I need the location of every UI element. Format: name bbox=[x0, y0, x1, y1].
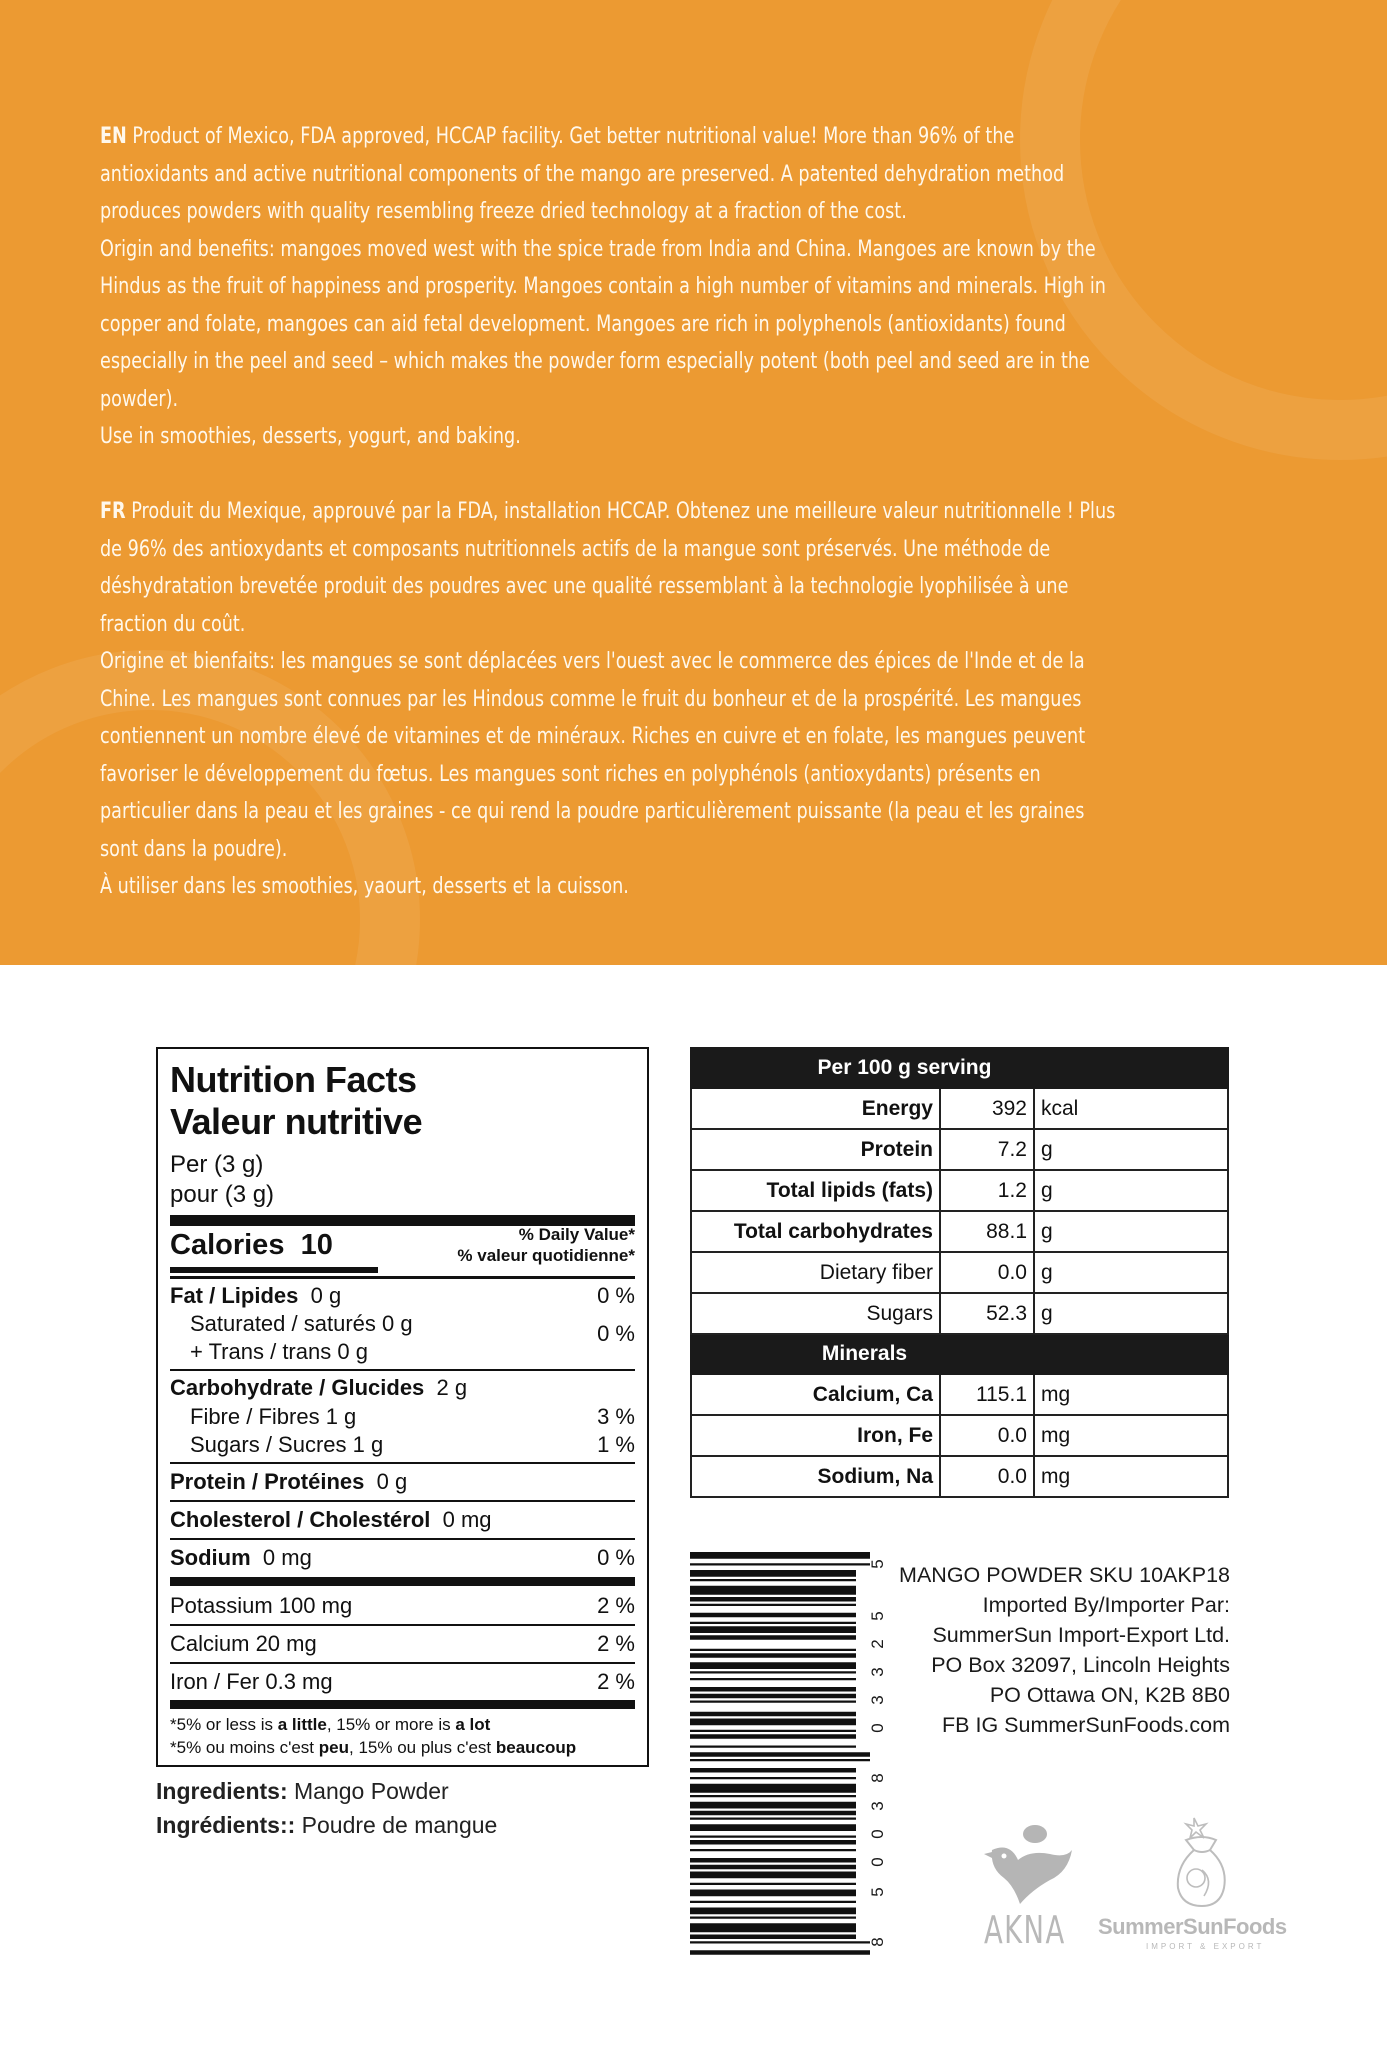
barcode-bar bbox=[690, 1570, 856, 1577]
barcode-bar bbox=[690, 1712, 856, 1717]
desc-fr-line: favoriser le développement du fœtus. Les mangues sont riches en polyphénols (antioxydants) présents en bbox=[100, 760, 1041, 787]
table-header-row bbox=[691, 1048, 1228, 1088]
desc-fr-line: FR Produit du Mexique, approuvé par la FDA, installation HCCAP. Obtenez une meilleure valeur nutritionnelle ! Plus bbox=[100, 498, 1116, 524]
barcode-bar bbox=[690, 1865, 856, 1870]
nf-calcium: Calcium 20 mg bbox=[170, 1631, 317, 1656]
importer-line: PO Ottawa ON, K2B 8B0 bbox=[989, 1683, 1230, 1707]
barcode-digit: 0 bbox=[868, 1723, 887, 1733]
barcode-bar bbox=[690, 1818, 856, 1820]
sun-sack-icon bbox=[1098, 1810, 1308, 1910]
nf-calcium-dv: 2 % bbox=[597, 1631, 635, 1656]
rule bbox=[170, 1462, 635, 1464]
rule bbox=[170, 1538, 635, 1540]
barcode-bar bbox=[690, 1626, 856, 1633]
barcode-digit: 0 bbox=[868, 1857, 887, 1867]
thick-rule bbox=[170, 1577, 635, 1586]
barcode-bar bbox=[690, 1941, 870, 1943]
barcode-bar bbox=[690, 1935, 856, 1940]
barcode-bar bbox=[690, 1671, 856, 1673]
thick-rule bbox=[170, 1700, 635, 1709]
barcode-digit: 8 bbox=[868, 1773, 887, 1783]
table-row bbox=[691, 1211, 1228, 1252]
akna-wordmark: AKNA bbox=[984, 1908, 1066, 1952]
barcode-digit: 5 bbox=[868, 1559, 887, 1569]
nf-dv-fr: % valeur quotidienne* bbox=[457, 1246, 635, 1265]
barcode-bar bbox=[690, 1802, 856, 1809]
barcode-bar bbox=[690, 1836, 856, 1838]
summersun-wordmark: SummerSunFoods bbox=[1098, 1914, 1287, 1939]
barcode-bar bbox=[690, 1604, 856, 1606]
barcode-digit: 3 bbox=[868, 1801, 887, 1811]
per-100g-table bbox=[690, 1047, 1229, 1498]
barcode-bar bbox=[690, 1597, 856, 1602]
nf-title-fr: Valeur nutritive bbox=[170, 1101, 423, 1142]
barcode-bar bbox=[690, 1777, 856, 1779]
barcode-bar bbox=[690, 1746, 856, 1748]
row-label: Total carbohydrates bbox=[691, 1211, 940, 1252]
barcode-bar bbox=[690, 1872, 856, 1879]
per-100g-header: Per 100 g serving bbox=[691, 1048, 1228, 1088]
calories-rule bbox=[170, 1267, 378, 1273]
row-label: Energy bbox=[691, 1088, 940, 1129]
desc-en-line: antioxidants and active nutritional components of the mango are preserved. A patented dehydration method bbox=[100, 160, 1065, 187]
nf-iron: Iron / Fer 0.3 mg bbox=[170, 1669, 333, 1694]
barcode-bar bbox=[690, 1734, 856, 1739]
rule bbox=[170, 1369, 635, 1371]
desc-fr-line: déshydratation brevetée produit des poudres avec une qualité ressemblant à la technologie lyophilisée à une bbox=[100, 573, 1069, 599]
barcode-bar bbox=[690, 1917, 856, 1919]
importer-line: MANGO POWDER SKU 10AKP18 bbox=[899, 1563, 1230, 1587]
row-label: Total lipids (fats) bbox=[691, 1170, 940, 1211]
barcode-bar bbox=[690, 1649, 856, 1651]
nf-dv-en: % Daily Value* bbox=[518, 1225, 635, 1244]
barcode-bar bbox=[690, 1923, 856, 1932]
barcode-bar bbox=[690, 1579, 856, 1581]
nutrition-facts-panel bbox=[156, 1047, 649, 1767]
rule bbox=[170, 1276, 635, 1279]
row-value: 392 bbox=[940, 1088, 1034, 1129]
importer-info bbox=[890, 1560, 1230, 1740]
barcode-bar bbox=[690, 1908, 856, 1915]
row-unit: g bbox=[1034, 1170, 1228, 1211]
barcode-bar bbox=[690, 1759, 870, 1761]
desc-en-line: copper and folate, mangoes can aid fetal development. Mangoes are rich in polyphenols (antioxidants) found bbox=[100, 310, 1066, 337]
row-unit: g bbox=[1034, 1293, 1228, 1334]
row-value: 0.0 bbox=[940, 1252, 1034, 1293]
nf-fibre-dv: 3 % bbox=[597, 1404, 635, 1429]
barcode-bar bbox=[690, 1662, 856, 1669]
barcode-bar bbox=[690, 1678, 856, 1680]
row-unit: kcal bbox=[1034, 1088, 1228, 1129]
nf-protein: Protein / Protéines 0 g bbox=[170, 1469, 408, 1494]
desc-en-line: EN Product of Mexico, FDA approved, HCCAP facility. Get better nutritional value! More than 96% of the bbox=[100, 123, 1015, 149]
table-row bbox=[691, 1456, 1228, 1497]
importer-line: SummerSun Import-Export Ltd. bbox=[932, 1623, 1230, 1647]
row-label: Dietary fiber bbox=[691, 1252, 940, 1293]
barcode-digit: 0 bbox=[868, 1829, 887, 1839]
rule bbox=[170, 1662, 635, 1664]
barcode-bar bbox=[690, 1849, 856, 1851]
row-value: 88.1 bbox=[940, 1211, 1034, 1252]
nf-sugars-dv: 1 % bbox=[597, 1432, 635, 1457]
barcode-bar bbox=[690, 1701, 856, 1703]
row-label: Calcium, Ca bbox=[691, 1374, 940, 1415]
nf-cholesterol: Cholesterol / Cholestérol 0 mg bbox=[170, 1507, 492, 1532]
importer-line: Imported By/Importer Par: bbox=[982, 1593, 1230, 1617]
nf-title-en: Nutrition Facts bbox=[170, 1059, 417, 1100]
table-row bbox=[691, 1374, 1228, 1415]
desc-en-line: especially in the peel and seed – which makes the powder form especially potent (both peel and seed are in the bbox=[100, 348, 1090, 374]
nf-sodium: Sodium 0 mg bbox=[170, 1545, 312, 1570]
table-row bbox=[691, 1129, 1228, 1170]
barcode-bar bbox=[690, 1840, 856, 1845]
barcode-digit: 5 bbox=[868, 1887, 887, 1897]
barcode-bar bbox=[690, 1901, 856, 1903]
desc-fr-line: Chine. Les mangues sont connues par les Hindous comme le fruit du bonheur et de la prospérité. Les mangues bbox=[100, 685, 1082, 712]
barcode-bar bbox=[690, 1752, 870, 1757]
desc-en-line: Origin and benefits: mangoes moved west with the spice trade from India and China. Mangoes are known by the bbox=[100, 235, 1096, 262]
row-value: 7.2 bbox=[940, 1129, 1034, 1170]
nf-footnote-en: *5% or less is a little, 15% or more is a lot bbox=[170, 1715, 491, 1734]
nf-serving-en: Per (3 g) bbox=[170, 1151, 264, 1178]
barcode-bar bbox=[690, 1586, 856, 1595]
barcode-bar bbox=[690, 1784, 856, 1793]
barcode-bar bbox=[690, 1824, 856, 1831]
barcode-bar bbox=[690, 1653, 856, 1658]
table-row bbox=[691, 1293, 1228, 1334]
barcode bbox=[690, 1552, 870, 1957]
nf-fat: Fat / Lipides 0 g bbox=[170, 1283, 342, 1308]
desc-en-line: Hindus as the fruit of happiness and prosperity. Mangoes contain a high number of vitamins and minerals. High in bbox=[100, 273, 1106, 299]
row-unit: mg bbox=[1034, 1415, 1228, 1456]
barcode-bar bbox=[690, 1890, 856, 1897]
row-unit: mg bbox=[1034, 1374, 1228, 1415]
row-label: Sugars bbox=[691, 1293, 940, 1334]
row-value: 0.0 bbox=[940, 1456, 1034, 1497]
table-row bbox=[691, 1252, 1228, 1293]
nf-fat-dv: 0 % bbox=[597, 1283, 635, 1308]
barcode-digit: 3 bbox=[868, 1695, 887, 1705]
barcode-digit: 8 bbox=[868, 1937, 887, 1947]
desc-en-line: produces powders with quality resembling freeze dried technology at a fraction of the cost. bbox=[100, 198, 907, 224]
table-row bbox=[691, 1170, 1228, 1211]
row-label: Protein bbox=[691, 1129, 940, 1170]
barcode-digit: 3 bbox=[868, 1667, 887, 1677]
barcode-bar bbox=[690, 1950, 870, 1955]
desc-fr-line: À utiliser dans les smoothies, yaourt, desserts et la cuisson. bbox=[100, 873, 629, 899]
importer-line: FB IG SummerSunFoods.com bbox=[942, 1713, 1230, 1737]
nf-calories: Calories 10 bbox=[170, 1229, 333, 1261]
nf-potassium: Potassium 100 mg bbox=[170, 1593, 353, 1618]
row-value: 0.0 bbox=[940, 1415, 1034, 1456]
summersun-logo bbox=[1098, 1810, 1308, 1970]
barcode-digits bbox=[868, 1552, 888, 1957]
barcode-bar bbox=[690, 1811, 856, 1816]
ingredients bbox=[156, 1774, 497, 1842]
barcode-bar bbox=[690, 1795, 856, 1797]
description-band bbox=[0, 0, 1387, 965]
row-value: 1.2 bbox=[940, 1170, 1034, 1211]
barcode-bar bbox=[690, 1563, 870, 1565]
barcode-digit: 5 bbox=[868, 1611, 887, 1621]
nf-saturated: Saturated / saturés 0 g bbox=[190, 1311, 413, 1336]
akna-logo bbox=[980, 1820, 1080, 1950]
ingredients-fr: Ingrédients:: Poudre de mangue bbox=[156, 1812, 498, 1838]
importer-line: PO Box 32097, Lincoln Heights bbox=[931, 1653, 1230, 1677]
desc-fr-line: contiennent un nombre élevé de vitamines et de minéraux. Riches en cuivre et en folate, les mangues peuvent bbox=[100, 723, 1086, 749]
barcode-bar bbox=[690, 1694, 856, 1699]
row-value: 52.3 bbox=[940, 1293, 1034, 1334]
row-unit: g bbox=[1034, 1252, 1228, 1293]
nf-sugars: Sugars / Sucres 1 g bbox=[190, 1432, 384, 1457]
barcode-digit: 2 bbox=[868, 1639, 887, 1649]
minerals-header: Minerals bbox=[691, 1334, 1228, 1374]
description-en bbox=[100, 118, 1106, 456]
row-label: Sodium, Na bbox=[691, 1456, 940, 1497]
barcode-bar bbox=[690, 1719, 856, 1726]
bird-icon bbox=[980, 1820, 1080, 1910]
desc-fr-line: de 96% des antioxydants et composants nutritionnels actifs de la mangue sont préservés. Une méthode de bbox=[100, 535, 1051, 562]
description-fr bbox=[100, 493, 1116, 906]
nf-trans: + Trans / trans 0 g bbox=[190, 1339, 368, 1364]
nf-footnote-fr: *5% ou moins c'est peu, 15% ou plus c'est beaucoup bbox=[170, 1738, 577, 1757]
desc-en-line: Use in smoothies, desserts, yogurt, and baking. bbox=[100, 423, 521, 449]
row-value: 115.1 bbox=[940, 1374, 1034, 1415]
nf-saturated-dv: 0 % bbox=[597, 1321, 635, 1346]
row-unit: g bbox=[1034, 1211, 1228, 1252]
nf-iron-dv: 2 % bbox=[597, 1669, 635, 1694]
nf-carb: Carbohydrate / Glucides 2 g bbox=[170, 1375, 468, 1400]
nf-serving-fr: pour (3 g) bbox=[170, 1181, 275, 1208]
ingredients-en: Ingredients: Mango Powder bbox=[156, 1778, 449, 1804]
barcode-bar bbox=[690, 1635, 856, 1640]
barcode-bar bbox=[690, 1730, 856, 1732]
summersun-tagline: IMPORT & EXPORT bbox=[1146, 1942, 1265, 1951]
nf-fibre: Fibre / Fibres 1 g bbox=[190, 1404, 357, 1429]
barcode-bar bbox=[690, 1622, 856, 1624]
nf-potassium-dv: 2 % bbox=[597, 1593, 635, 1618]
barcode-bar bbox=[690, 1768, 856, 1773]
minerals-header-row bbox=[691, 1334, 1228, 1374]
desc-fr-line: Origine et bienfaits: les mangues se sont déplacées vers l'ouest avec le commerce des épices de l'Inde et de la bbox=[100, 648, 1085, 674]
row-label: Iron, Fe bbox=[691, 1415, 940, 1456]
desc-fr-line: particulier dans la peau et les graines - ce qui rend la poudre particulièrement puissante (la peau et les graines bbox=[100, 798, 1085, 824]
barcode-bar bbox=[690, 1613, 856, 1618]
table-row bbox=[691, 1415, 1228, 1456]
rule bbox=[170, 1500, 635, 1502]
nf-sodium-dv: 0 % bbox=[597, 1545, 635, 1570]
decorative-swirl bbox=[1020, 0, 1387, 460]
barcode-bar bbox=[690, 1883, 856, 1885]
barcode-bar bbox=[690, 1858, 856, 1863]
barcode-bar bbox=[690, 1687, 856, 1692]
desc-fr-line: sont dans la poudre). bbox=[100, 835, 288, 862]
row-unit: mg bbox=[1034, 1456, 1228, 1497]
rule bbox=[170, 1624, 635, 1626]
table-row bbox=[691, 1088, 1228, 1129]
desc-fr-line: fraction du coût. bbox=[100, 610, 246, 637]
desc-en-line: powder). bbox=[100, 385, 179, 412]
row-unit: g bbox=[1034, 1129, 1228, 1170]
barcode-bar bbox=[690, 1552, 870, 1559]
